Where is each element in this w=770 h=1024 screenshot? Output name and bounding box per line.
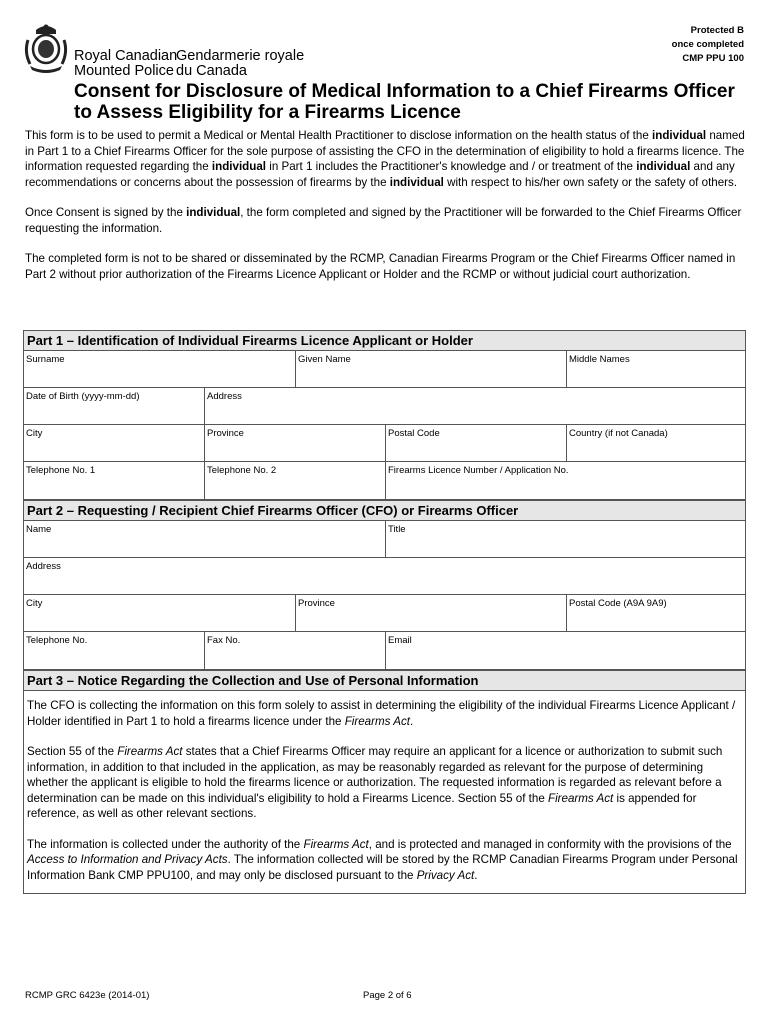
cfo-telephone-field[interactable]: Telephone No.	[24, 632, 205, 669]
address-field[interactable]: Address	[207, 391, 242, 402]
cfo-province-field[interactable]: Province	[296, 595, 567, 631]
telephone-2-field[interactable]: Telephone No. 2	[205, 462, 386, 499]
part2-heading: Part 2 – Requesting / Recipient Chief Firearms Officer (CFO) or Firearms Officer	[24, 501, 745, 521]
cfo-address-field[interactable]: Address	[26, 561, 61, 572]
part3-paragraph-3: The information is collected under the authority of the Firearms Act, and is protected and managed in conformity with the provisions of the Access to Information and Privacy Acts. The information collected will be stored by the RCMP Canadian Firearms Program under Personal Information Bank CMP PPU100, and may only be disclosed pursuant to the Privacy Act.	[27, 837, 738, 882]
part1-row-phone	[24, 462, 745, 499]
intro-paragraph-1: This form is to be used to permit a Medical or Mental Health Practitioner to disclose information on the health status of the individual named in Part 1 to a Chief Firearms Officer for the sole purpose of assisting the CFO in the determination of eligibility to hold a firearms licence. The information requested regarding the individual in Part 1 includes the Practitioner's knowledge and / or treatment of the individual and any recommendations or concerns about the possession of firearms by the individual with respect to his/her own safety or the safety of others.	[25, 129, 745, 189]
part1-row-names	[24, 351, 745, 388]
city-field[interactable]: City	[24, 425, 205, 461]
part3-paragraph-1: The CFO is collecting the information on this form solely to assist in determining the eligibility of the individual Firearms Licence Applicant / Holder identified in Part 1 to hold a firearms licence under the Firearms Act.	[27, 699, 736, 728]
security-classification	[672, 24, 744, 66]
intro-text	[25, 128, 750, 297]
part3-section	[23, 670, 746, 894]
part1-section	[23, 330, 746, 500]
country-field[interactable]: Country (if not Canada)	[569, 428, 668, 439]
part3-heading: Part 3 – Notice Regarding the Collection and Use of Personal Information	[24, 671, 745, 691]
part3-paragraph-2: Section 55 of the Firearms Act states that a Chief Firearms Officer may require an applicant for a licence or authorization to submit such information, in addition to that included in the application, as may be reasonably regarded as relevant for the purpose of determining whether the applicant is eligible to hold the firearms licence or authorization. The requested information is regarded as relevant before a determination can be made on this individual's eligibility to hold a Firearms Licence. Section 55 of the Firearms Act is appended for reference, as well as other relevant sections.	[27, 745, 723, 820]
part2-row-address	[24, 558, 745, 595]
intro-paragraph-3: The completed form is not to be shared or disseminated by the RCMP, Canadian Firearms Program or the Chief Firearms Officer named in Part 2 without prior authorization of the Firearms Licence Applicant or Holder and the RCMP or without judicial court authorization.	[25, 252, 736, 281]
agency-name-english	[74, 49, 177, 79]
province-field[interactable]: Province	[205, 425, 386, 461]
part2-row-name	[24, 521, 745, 558]
agency-name-french	[176, 49, 304, 79]
licence-number-field[interactable]: Firearms Licence Number / Application No.	[388, 465, 569, 476]
part2-row-contact	[24, 632, 745, 669]
postal-code-field[interactable]: Postal Code	[386, 425, 567, 461]
surname-field[interactable]: Surname	[24, 351, 296, 387]
part1-row-location	[24, 425, 745, 462]
rcmp-crest-logo	[22, 22, 70, 76]
cfo-fax-field[interactable]: Fax No.	[205, 632, 386, 669]
part3-notice-text	[24, 691, 745, 893]
intro-paragraph-2: Once Consent is signed by the individual, the form completed and signed by the Practitioner will be forwarded to the Chief Firearms Officer requesting the information.	[25, 206, 742, 235]
cfo-name-field[interactable]: Name	[24, 521, 386, 557]
part1-heading: Part 1 – Identification of Individual Firearms Licence Applicant or Holder	[24, 331, 745, 351]
footer-page-number: Page 2 of 6	[363, 990, 412, 1001]
middle-names-field[interactable]: Middle Names	[569, 354, 630, 365]
part2-section	[23, 500, 746, 670]
cfo-city-field[interactable]: City	[24, 595, 296, 631]
agency-fr-line2: du Canada	[176, 63, 247, 79]
protected-label: Protected B	[690, 25, 744, 36]
footer-form-code: RCMP GRC 6423e (2014-01)	[25, 990, 150, 1001]
form-id: CMP PPU 100	[682, 53, 744, 64]
telephone-1-field[interactable]: Telephone No. 1	[24, 462, 205, 499]
dob-field[interactable]: Date of Birth (yyyy-mm-dd)	[24, 388, 205, 424]
given-name-field[interactable]: Given Name	[296, 351, 567, 387]
agency-en-line2: Mounted Police	[74, 63, 174, 79]
cfo-title-field[interactable]: Title	[388, 524, 406, 535]
agency-fr-line1: Gendarmerie royale	[176, 48, 305, 64]
page-title: Consent for Disclosure of Medical Information to a Chief Firearms Officer to Assess Eligibility for a Firearms Licence	[74, 81, 735, 123]
agency-en-line1: Royal Canadian	[74, 48, 178, 64]
part2-row-location	[24, 595, 745, 632]
cfo-postal-code-field[interactable]: Postal Code (A9A 9A9)	[569, 598, 667, 609]
protected-note: once completed	[671, 39, 744, 50]
part1-row-dob	[24, 388, 745, 425]
cfo-email-field[interactable]: Email	[388, 635, 412, 646]
